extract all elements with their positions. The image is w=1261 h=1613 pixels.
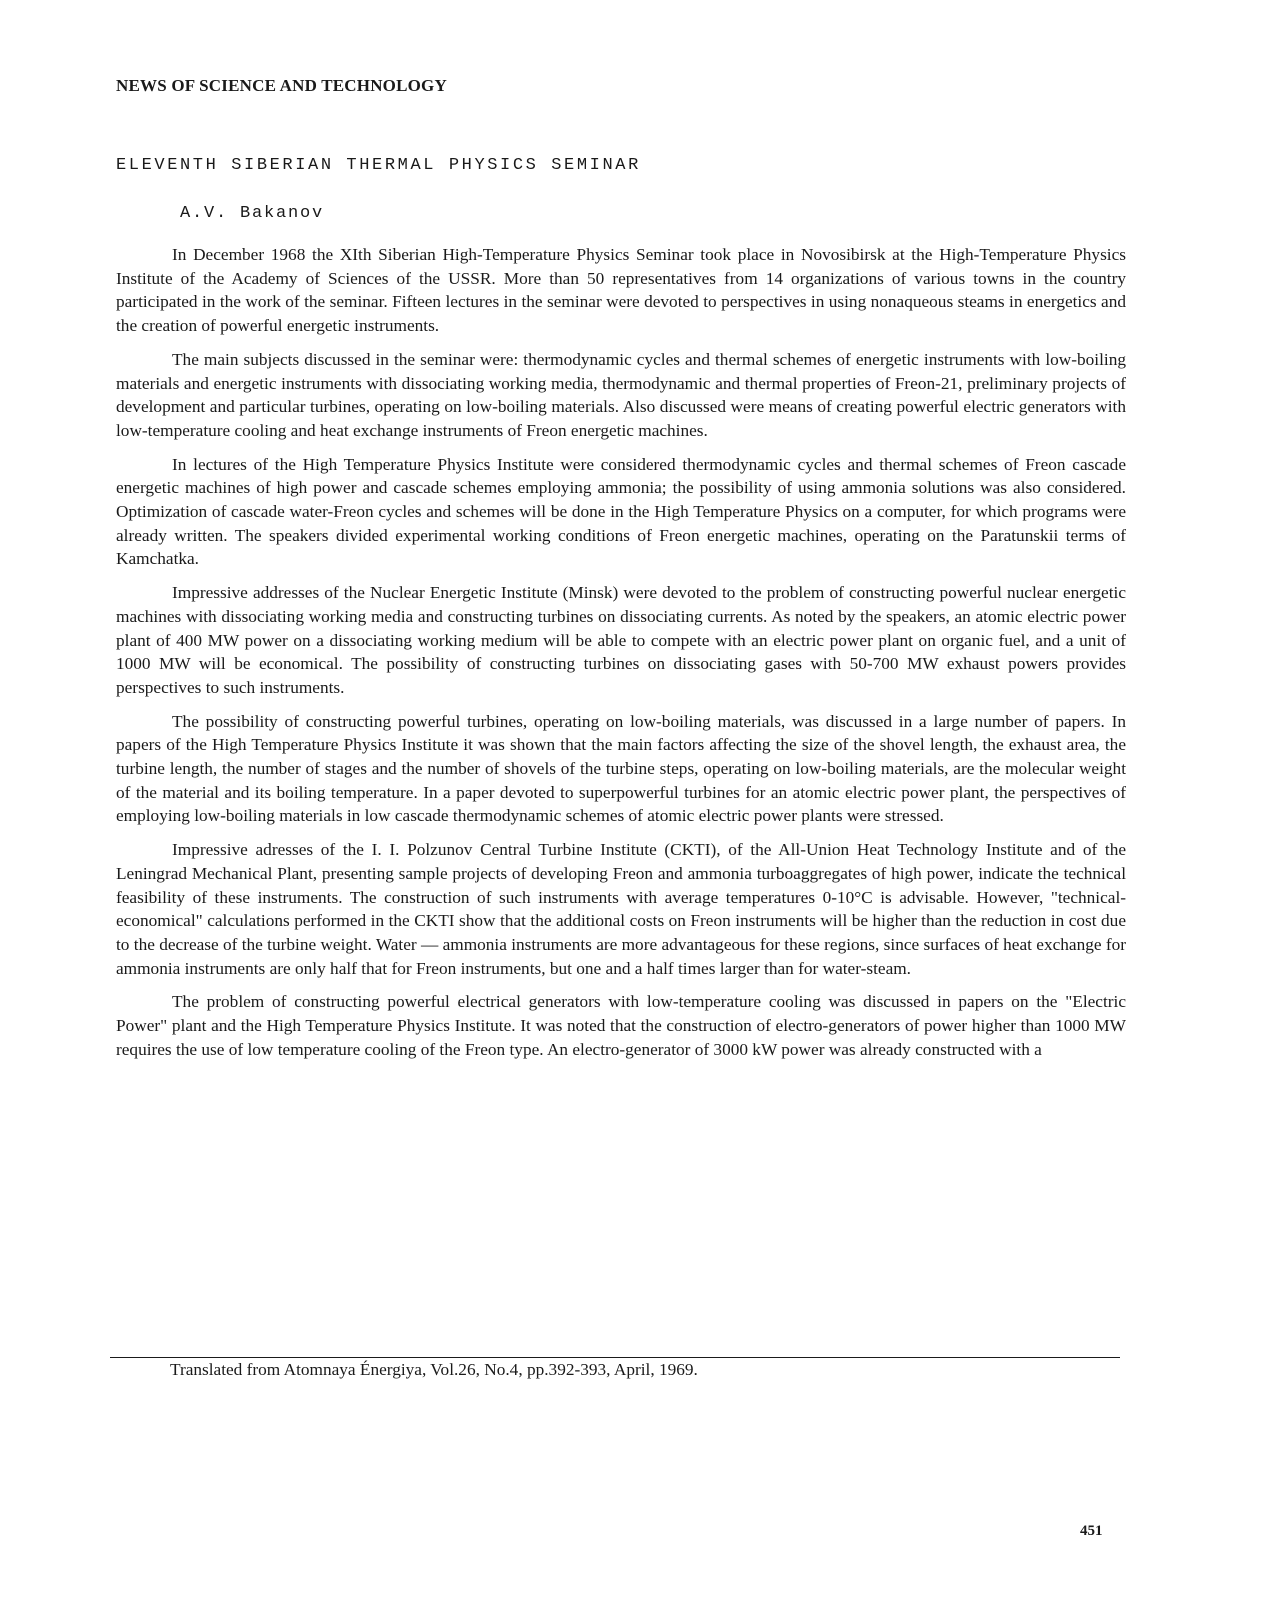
footnote-divider [110,1357,1120,1358]
article-author: A.V. Bakanov [180,204,325,223]
paragraph-1: In December 1968 the XIth Siberian High-Temperature Physics Seminar took place in Novosibirsk at the High-Temperature Physics Institute of the Academy of Sciences of the USSR. More than 50 representatives from 14 organizations of various towns in the country participated in the work of the seminar. Fifteen lectures in the seminar were devoted to perspectives in using nonaqueous steams in energetics and the creation of powerful energetic instruments. [116,245,1126,336]
paragraph-3: In lectures of the High Temperature Physics Institute were considered thermodynamic cycles and thermal schemes of Freon cascade energetic machines of high power and cascade schemes employing ammonia; the possibility of using ammonia solutions was also considered. Optimization of cascade water-Freon cycles and schemes will be done in the High Temperature Physics on a computer, for which programs were already written. The speakers divided experimental working conditions of Freon energetic machines, operating on the Paratunskii terms of Kamchatka. [116,454,1126,569]
translation-footnote: Translated from Atomnaya Énergiya, Vol.26, No.4, pp.392-393, April, 1969. [170,1360,698,1379]
paragraph-2: The main subjects discussed in the seminar were: thermodynamic cycles and thermal schemes of energetic instruments with low-boiling materials and energetic instruments with dissociating working media, thermodynamic and thermal properties of Freon-21, preliminary projects of development and particular turbines, operating on low-boiling materials. Also discussed were means of creating powerful electric generators with low-temperature cooling and heat exchange instruments of Freon energetic machines. [116,349,1126,440]
section-heading: NEWS OF SCIENCE AND TECHNOLOGY [116,76,447,95]
page-number: 451 [1080,1523,1103,1539]
paragraph-4: Impressive addresses of the Nuclear Energetic Institute (Minsk) were devoted to the problem of constructing powerful nuclear energetic machines with dissociating working media and constructing turbines on dissociating currents. As noted by the speakers, an atomic electric power plant of 400 MW power on a dissociating working medium will be able to compete with an electric power plant on organic fuel, and a unit of 1000 MW will be economical. The possibility of constructing turbines on dissociating gases with 50-700 MW exhaust powers provides perspectives to such instruments. [116,583,1126,697]
paragraph-5: The possibility of constructing powerful turbines, operating on low-boiling materials, was discussed in a large number of papers. In papers of the High Temperature Physics Institute it was shown that the main factors affecting the size of the shovel length, the exhaust area, the turbine length, the number of stages and the number of shovels of the turbine steps, operating on low-boiling materials, are the molecular weight of the material and its boiling temperature. In a paper devoted to superpowerful turbines for an atomic electric power plant, the perspectives of employing low-boiling materials in low cascade thermodynamic schemes of atomic electric power plants were stressed. [116,711,1126,826]
article-body [116,243,1126,1072]
article-title: ELEVENTH SIBERIAN THERMAL PHYSICS SEMINAR [116,156,641,175]
paragraph-6: Impressive adresses of the I. I. Polzunov Central Turbine Institute (CKTI), of the All-Union Heat Technology Institute and of the Leningrad Mechanical Plant, presenting sample projects of developing Freon and ammonia turboaggregates of high power, indicate the technical feasibility of these instruments. The construction of such instruments with average temperatures 0-10°C is advisable. However, "technical-economical" calculations performed in the CKTI show that the additional costs on Freon instruments will be higher than the reduction in cost due to the decrease of the turbine weight. Water — ammonia instruments are more advantageous for these regions, since surfaces of heat exchange for ammonia instruments are only half that for Freon instruments, but one and a half times larger than for water-steam. [116,840,1126,978]
paragraph-7: The problem of constructing powerful electrical generators with low-temperature cooling was discussed in papers on the "Electric Power" plant and the High Temperature Physics Institute. It was noted that the construction of electro-generators of power higher than 1000 MW requires the use of low temperature cooling of the Freon type. An electro-generator of 3000 kW power was already constructed with a [116,992,1126,1059]
